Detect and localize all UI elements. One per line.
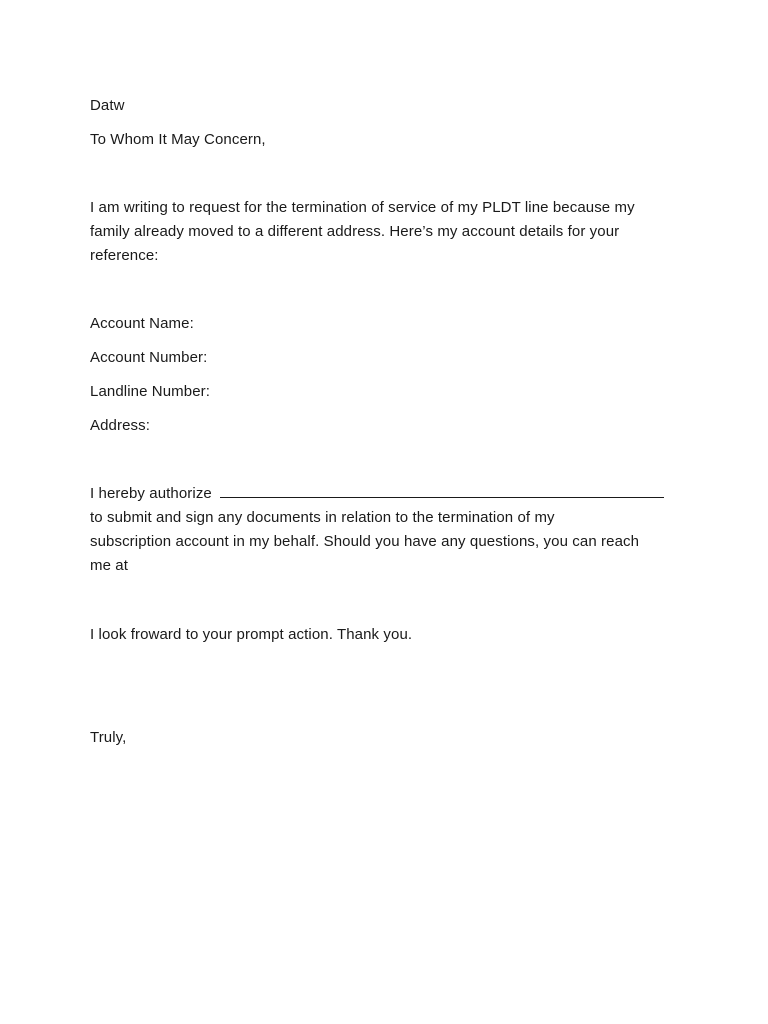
account-name-label: Account Name: [90,315,194,332]
authorization-lead: I hereby authorize [90,485,212,502]
closing-sentence: I look froward to your prompt action. Thank you. [90,626,413,643]
account-number-label: Account Number: [90,349,208,366]
sign-off: Truly, [90,729,127,746]
authorization-lead-row [90,482,690,506]
intro-line: I am writing to request for the termination of service of my PLDT line because my [90,199,635,216]
salutation: To Whom It May Concern, [90,131,266,148]
intro-paragraph [90,196,690,268]
authorization-paragraph [90,482,690,578]
authorized-person-blank [220,483,664,498]
intro-line: family already moved to a different address. Here’s my account details for your [90,223,620,240]
authorization-line: to submit and sign any documents in relation to the termination of my [90,509,555,526]
intro-line: reference: [90,247,159,264]
date-line: Datw [90,97,125,114]
address-label: Address: [90,417,150,434]
authorization-line: subscription account in my behalf. Should you have any questions, you can reach [90,533,640,550]
authorization-line: me at [90,557,129,574]
landline-number-label: Landline Number: [90,383,211,400]
